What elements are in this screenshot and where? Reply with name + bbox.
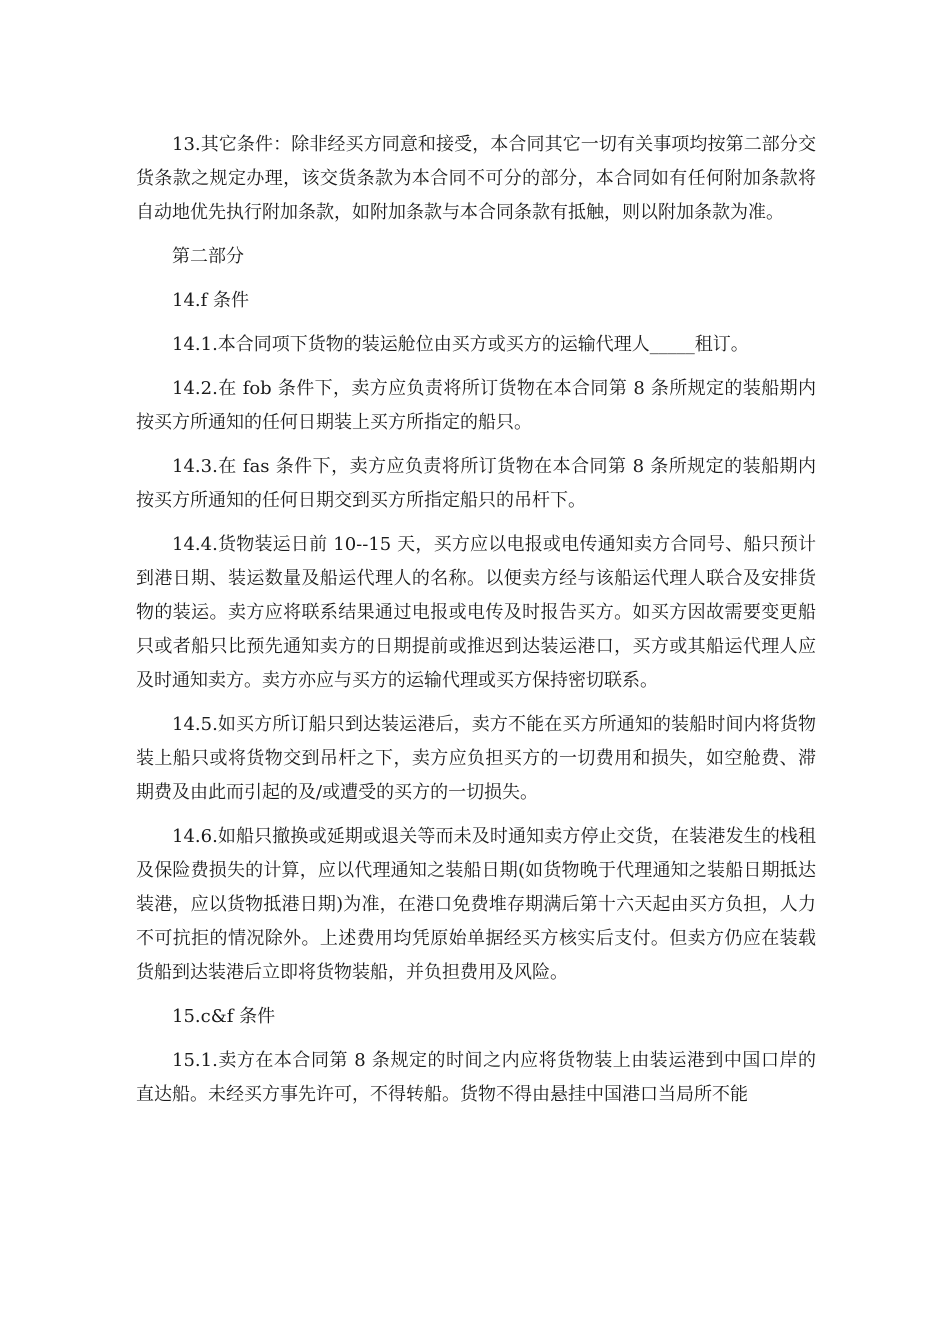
clause-14-1: 14.1.本合同项下货物的装运舱位由买方或买方的运输代理人_____租订。	[172, 334, 749, 355]
contract-page	[136, 128, 816, 1122]
clause-13-other-conditions: 13.其它条件：除非经买方同意和接受，本合同其它一切有关事项均按第二部分交货条款之规定办理，该交货条款为本合同不可分的部分，本合同如有任何附加条款将自动地优先执行附加条款，如附加条款与本合同条款有抵触，则以附加条款为准。	[136, 134, 816, 223]
part-two-heading: 第二部分	[172, 246, 244, 267]
clause-14-3: 14.3.在 fas 条件下，卖方应负责将所订货物在本合同第 8 条所规定的装船期内按买方所通知的任何日期交到买方所指定船只的吊杆下。	[136, 456, 816, 511]
clause-14-2: 14.2.在 fob 条件下，卖方应负责将所订货物在本合同第 8 条所规定的装船期内按买方所通知的任何日期装上买方所指定的船只。	[136, 378, 816, 433]
clause-15-1: 15.1.卖方在本合同第 8 条规定的时间之内应将货物装上由装运港到中国口岸的直达船。未经买方事先许可，不得转船。货物不得由悬挂中国港口当局所不能	[136, 1050, 816, 1105]
clause-15-heading: 15.c&f 条件	[172, 1006, 276, 1027]
clause-14-5: 14.5.如买方所订船只到达装运港后，卖方不能在买方所通知的装船时间内将货物装上船只或将货物交到吊杆之下，卖方应负担买方的一切费用和损失，如空舱费、滞期费及由此而引起的及/或遭受的买方的一切损失。	[136, 714, 816, 803]
clause-14-6: 14.6.如船只撤换或延期或退关等而未及时通知卖方停止交货，在装港发生的栈租及保险费损失的计算，应以代理通知之装船日期(如货物晚于代理通知之装船日期抵达装港，应以货物抵港日期)为准，在港口免费堆存期满后第十六天起由买方负担，人力不可抗拒的情况除外。上述费用均凭原始单据经买方核实后支付。但卖方仍应在装载货船到达装港后立即将货物装船，并负担费用及风险。	[136, 826, 816, 983]
clause-14-heading: 14.f 条件	[172, 290, 250, 311]
clause-14-4: 14.4.货物装运日前 10--15 天，买方应以电报或电传通知卖方合同号、船只预计到港日期、装运数量及船运代理人的名称。以便卖方经与该船运代理人联合及安排货物的装运。卖方应将联系结果通过电报或电传及时报告买方。如买方因故需要变更船只或者船只比预先通知卖方的日期提前或推迟到达装运港口，买方或其船运代理人应及时通知卖方。卖方亦应与买方的运输代理或买方保持密切联系。	[136, 534, 816, 691]
